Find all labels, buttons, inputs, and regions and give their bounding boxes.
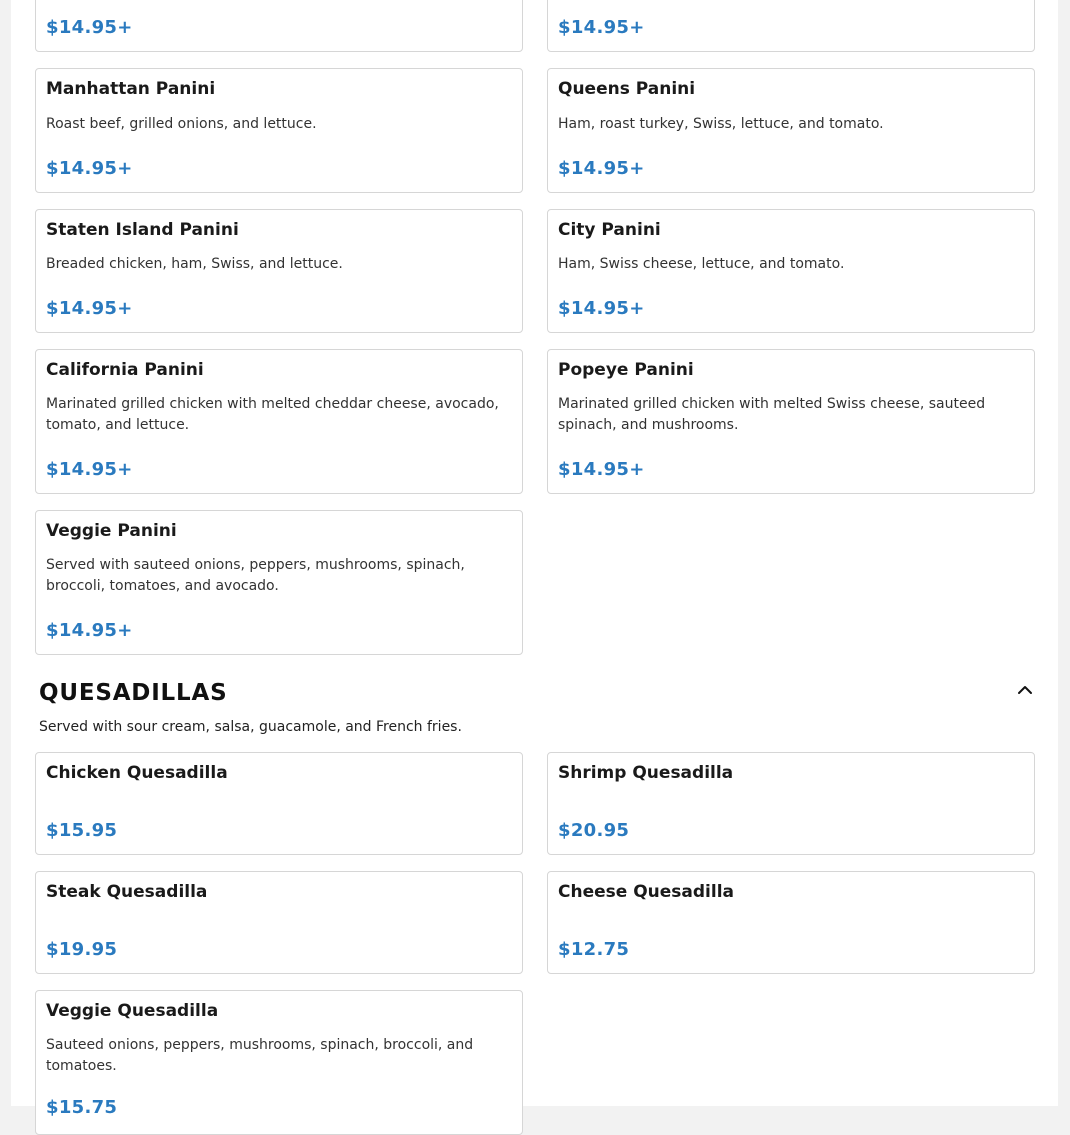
menu-item-card[interactable] — [35, 349, 523, 494]
item-price: $14.95+ — [46, 298, 133, 319]
item-price: $12.75 — [558, 939, 630, 960]
item-name: Veggie Panini — [46, 521, 177, 541]
section-subtitle: Served with sour cream, salsa, guacamole, and French fries. — [39, 719, 462, 735]
item-description: Marinated grilled chicken with melted cheddar cheese, avocado, tomato, and lettuce. — [46, 396, 499, 433]
menu-item-card[interactable] — [547, 349, 1035, 494]
menu-item-card[interactable] — [35, 752, 523, 855]
menu-item-card[interactable] — [547, 68, 1035, 193]
menu-item-card[interactable] — [35, 990, 523, 1135]
section-title: QUESADILLAS — [39, 680, 228, 706]
menu-item-card[interactable] — [547, 0, 1035, 52]
item-description: Sauteed onions, peppers, mushrooms, spinach, broccoli, and tomatoes. — [46, 1037, 474, 1074]
item-price: $15.75 — [46, 1097, 118, 1118]
item-price: $14.95+ — [558, 158, 645, 179]
item-price: $14.95+ — [46, 459, 133, 480]
menu-item-card[interactable] — [35, 0, 523, 52]
item-name: Chicken Quesadilla — [46, 763, 228, 783]
menu-item-card[interactable] — [547, 209, 1035, 333]
item-name: Queens Panini — [558, 79, 696, 99]
item-price: $14.95+ — [558, 298, 645, 319]
item-price: $15.95 — [46, 820, 118, 841]
menu-item-card[interactable] — [35, 209, 523, 333]
item-price: $20.95 — [558, 820, 630, 841]
item-description: Breaded chicken, ham, Swiss, and lettuce. — [46, 256, 343, 272]
item-price: $14.95+ — [46, 620, 133, 641]
item-description: Ham, roast turkey, Swiss, lettuce, and tomato. — [558, 116, 884, 132]
item-description: Served with sauteed onions, peppers, mushrooms, spinach, broccoli, tomatoes, and avocado. — [46, 557, 465, 594]
item-name: Cheese Quesadilla — [558, 882, 735, 902]
item-price: $14.95+ — [46, 17, 133, 38]
item-name: Steak Quesadilla — [46, 882, 208, 902]
menu-item-card[interactable] — [35, 68, 523, 193]
item-name: City Panini — [558, 220, 661, 240]
item-name: Popeye Panini — [558, 360, 694, 380]
item-price: $14.95+ — [558, 459, 645, 480]
item-name: California Panini — [46, 360, 204, 380]
item-price: $14.95+ — [558, 17, 645, 38]
menu-page — [11, 0, 1058, 1118]
item-name: Veggie Quesadilla — [46, 1001, 219, 1021]
menu-item-card[interactable] — [35, 871, 523, 974]
item-price: $14.95+ — [46, 158, 133, 179]
menu-item-card[interactable] — [547, 871, 1035, 974]
chevron-up-icon[interactable] — [1015, 680, 1035, 700]
item-description: Ham, Swiss cheese, lettuce, and tomato. — [558, 256, 845, 272]
item-name: Manhattan Panini — [46, 79, 216, 99]
item-name: Staten Island Panini — [46, 220, 239, 240]
item-price: $19.95 — [46, 939, 118, 960]
item-description: Marinated grilled chicken with melted Swiss cheese, sauteed spinach, and mushrooms. — [558, 396, 986, 433]
menu-item-card[interactable] — [547, 752, 1035, 855]
item-name: Shrimp Quesadilla — [558, 763, 734, 783]
item-description: Roast beef, grilled onions, and lettuce. — [46, 116, 317, 132]
menu-item-card[interactable] — [35, 510, 523, 655]
